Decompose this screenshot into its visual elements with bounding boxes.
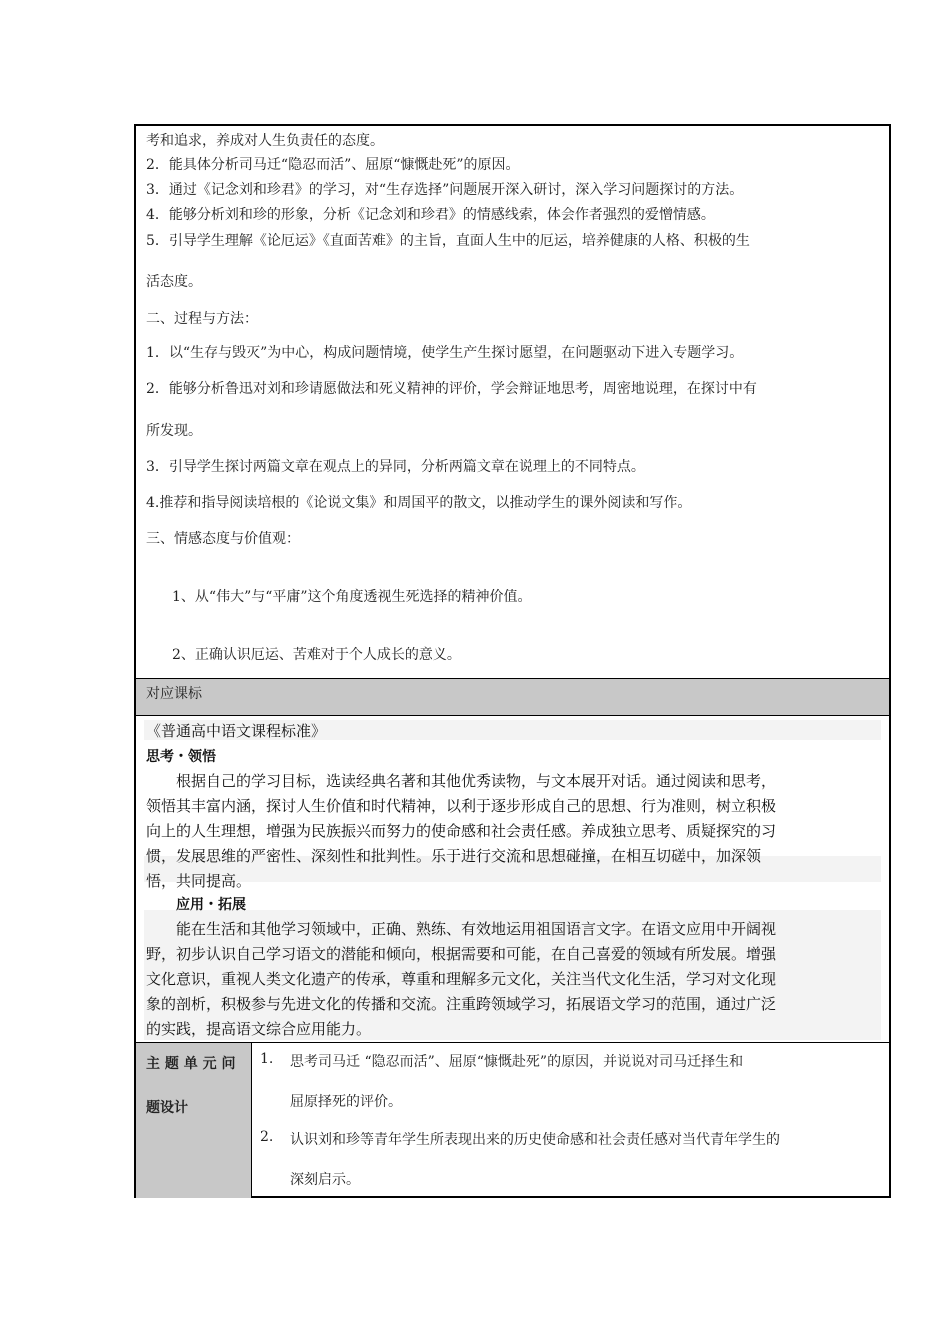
standards-book-title: 《普通高中语文课程标准》 — [146, 722, 327, 740]
subheading-thinking: 思考・领悟 — [146, 749, 216, 765]
teaching-goals-cell — [136, 126, 889, 678]
standards-header-row — [136, 678, 889, 716]
question-text: 认识刘和珍等青年学生所表现出来的历史使命感和社会责任感对当代青年学生的 — [290, 1132, 780, 1148]
goal-line: 所发现。 — [146, 423, 202, 439]
paragraph-line: 的实践，提高语文综合应用能力。 — [146, 1020, 372, 1038]
goal-line: 2．能够分析鲁迅对刘和珍请愿做法和死义精神的评价，学会辩证地思考，周密地说理，在探讨中有 — [146, 381, 757, 397]
goal-line: 1．以“生存与毁灭”为中心，构成问题情境，使学生产生探讨愿望，在问题驱动下进入专题学习。 — [146, 345, 744, 361]
label-line: 主 题 单 元 问 — [146, 1056, 236, 1072]
unit-question-label-cell — [136, 1043, 252, 1198]
question-text: 思考司马迁 “隐忍而活”、屈原“慷慨赴死”的原因，并说说对司马迁择生和 — [290, 1054, 744, 1070]
paragraph-line: 文化意识，重视人类文化遗产的传承，尊重和理解多元文化，关注当代文化生活，学习对文化现 — [146, 970, 777, 988]
goal-line: 2、正确认识厄运、苦难对于个人成长的意义。 — [172, 647, 461, 663]
paragraph-line: 向上的人生理想，增强为民族振兴而努力的使命感和社会责任感。养成独立思考、质疑探究的习 — [146, 822, 777, 840]
paragraph-line: 野，初步认识自己学习语文的潜能和倾向，根据需要和可能，在自己喜爱的领域有所发展。增强 — [146, 945, 777, 963]
paragraph-line: 悟，共同提高。 — [146, 872, 252, 890]
question-text: 屈原择死的评价。 — [290, 1094, 402, 1110]
unit-question-design-row — [136, 1042, 889, 1198]
question-number: 1. — [260, 1051, 274, 1067]
subheading-application: 应用・拓展 — [176, 897, 246, 913]
standards-header-label: 对应课标 — [146, 686, 202, 702]
paragraph-line: 能在生活和其他学习领域中，正确、熟练、有效地运用祖国语言文字。在语文应用中开阔视 — [176, 920, 777, 938]
goal-line: 4.推荐和指导阅读培根的《论说文集》和周国平的散文，以推动学生的课外阅读和写作。 — [146, 495, 692, 511]
paragraph-line: 惯，发展思维的严密性、深刻性和批判性。乐于进行交流和思想碰撞，在相互切磋中，加深领 — [146, 847, 762, 865]
goal-line: 1、从“伟大”与“平庸”这个角度透视生死选择的精神价值。 — [172, 589, 532, 605]
goal-line: 考和追求，养成对人生负责任的态度。 — [146, 133, 384, 149]
paragraph-line: 根据自己的学习目标，选读经典名著和其他优秀读物，与文本展开对话。通过阅读和思考， — [176, 772, 777, 790]
question-text: 深刻启示。 — [290, 1172, 360, 1188]
goal-line: 2．能具体分析司马迁“隐忍而活”、屈原“慷慨赴死”的原因。 — [146, 157, 520, 173]
goal-line: 3．通过《记念刘和珍君》的学习，对“生存选择”问题展开深入研讨，深入学习问题探讨的方法。 — [146, 182, 744, 198]
lesson-plan-table — [134, 124, 891, 1198]
goal-line: 3．引导学生探讨两篇文章在观点上的异同，分析两篇文章在说理上的不同特点。 — [146, 459, 645, 475]
section-heading: 二、过程与方法： — [146, 311, 258, 327]
paragraph-line: 象的剖析，积极参与先进文化的传播和交流。注重跨领域学习，拓展语文学习的范围，通过广泛 — [146, 995, 777, 1013]
goal-line: 4．能够分析刘和珍的形象，分析《记念刘和珍君》的情感线索，体会作者强烈的爱憎情感。 — [146, 207, 715, 223]
standards-cell — [136, 716, 889, 1042]
goal-line: 活态度。 — [146, 274, 202, 290]
goal-line: 5．引导学生理解《论厄运》《直面苦难》的主旨，直面人生中的厄运，培养健康的人格、积极的生 — [146, 233, 750, 249]
section-heading: 三、情感态度与价值观： — [146, 531, 300, 547]
paragraph-line: 领悟其丰富内涵，探讨人生价值和时代精神，以利于逐步形成自己的思想、行为准则，树立积极 — [146, 797, 777, 815]
question-number: 2. — [260, 1129, 274, 1145]
label-line: 题设计 — [146, 1100, 188, 1116]
